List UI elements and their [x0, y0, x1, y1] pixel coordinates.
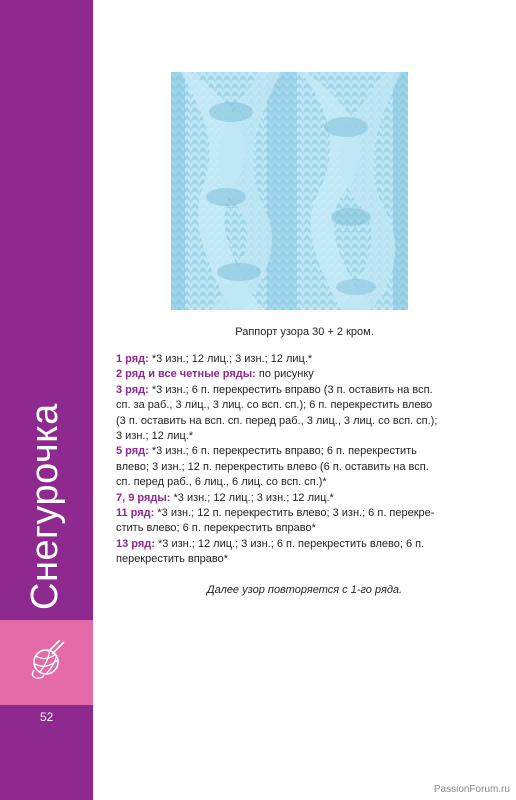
row-text: влево; 3 изн.; 12 п. перекрестить влево (6 п. оставить на всп. [116, 460, 429, 473]
knitting-swatch-photo [171, 72, 408, 310]
sidebar [0, 0, 93, 800]
watermark: PassionForum.ru [433, 784, 510, 795]
row-text: *3 изн.; 6 п. перекрестить вправо (3 п. оставить на всп. [151, 383, 433, 396]
row-text: *3 изн.; 12 лиц.; 3 изн.; 6 п. перекрестить влево; 6 п. [158, 537, 425, 550]
row-label: 1 ряд: [116, 353, 149, 365]
repeat-note: Далее узор повторяется с 1-го ряда. [206, 584, 403, 596]
row-label: 5 ряд: [116, 445, 149, 458]
row-text: *3 изн.; 12 лиц.; 3 изн.; 12 лиц.* [173, 491, 334, 504]
yarn-ball-icon [30, 640, 66, 680]
row-5-instruction [116, 444, 476, 490]
row-13-instruction [116, 537, 476, 568]
row-label: 2 ряд и все четные ряды: [116, 368, 256, 381]
row-text: *3 изн.; 12 лиц.; 3 изн.; 12 лиц.* [151, 353, 313, 365]
row-7-9-instruction [116, 491, 476, 506]
row-text: *3 изн.; 12 п. перекрестить влево; 3 изн.; 6 п. перекре- [157, 507, 435, 520]
row-11-instruction [116, 506, 476, 537]
row-text: 3 изн.; 12 лиц.* [116, 430, 194, 443]
row-text: сп. за раб., 3 лиц., 3 лиц. со всп. сп.); 6 п. перекрестить влево [116, 399, 433, 412]
row-text: стить влево; 6 п. перекрестить вправо* [116, 522, 316, 535]
row-text: (3 п. оставить на всп. сп. перед раб., 3 лиц., 3 лиц. со всп. сп.); [116, 414, 438, 427]
row-text: перекрестить вправо* [116, 553, 229, 566]
row-label: 13 ряд: [116, 537, 155, 550]
row-text: по рисунку [258, 368, 314, 381]
pattern-instructions [116, 352, 476, 568]
page-number: 52 [40, 710, 54, 724]
row-3-instruction [116, 383, 476, 445]
row-label: 3 ряд: [116, 383, 149, 396]
section-title: Снегурочка [24, 403, 66, 610]
row-text: *3 изн.; 6 п. перекрестить вправо; 6 п. перекрестить [151, 445, 417, 458]
row-text: сп. перед раб., 6 лиц., 6 лиц. со всп. сп.)* [116, 476, 327, 489]
row-1-instruction [116, 352, 476, 367]
row-2-instruction [116, 367, 476, 382]
pattern-caption: Раппорт узора 30 + 2 кром. [235, 326, 374, 338]
row-label: 11 ряд: [116, 507, 155, 520]
row-label: 7, 9 ряды: [116, 491, 171, 504]
